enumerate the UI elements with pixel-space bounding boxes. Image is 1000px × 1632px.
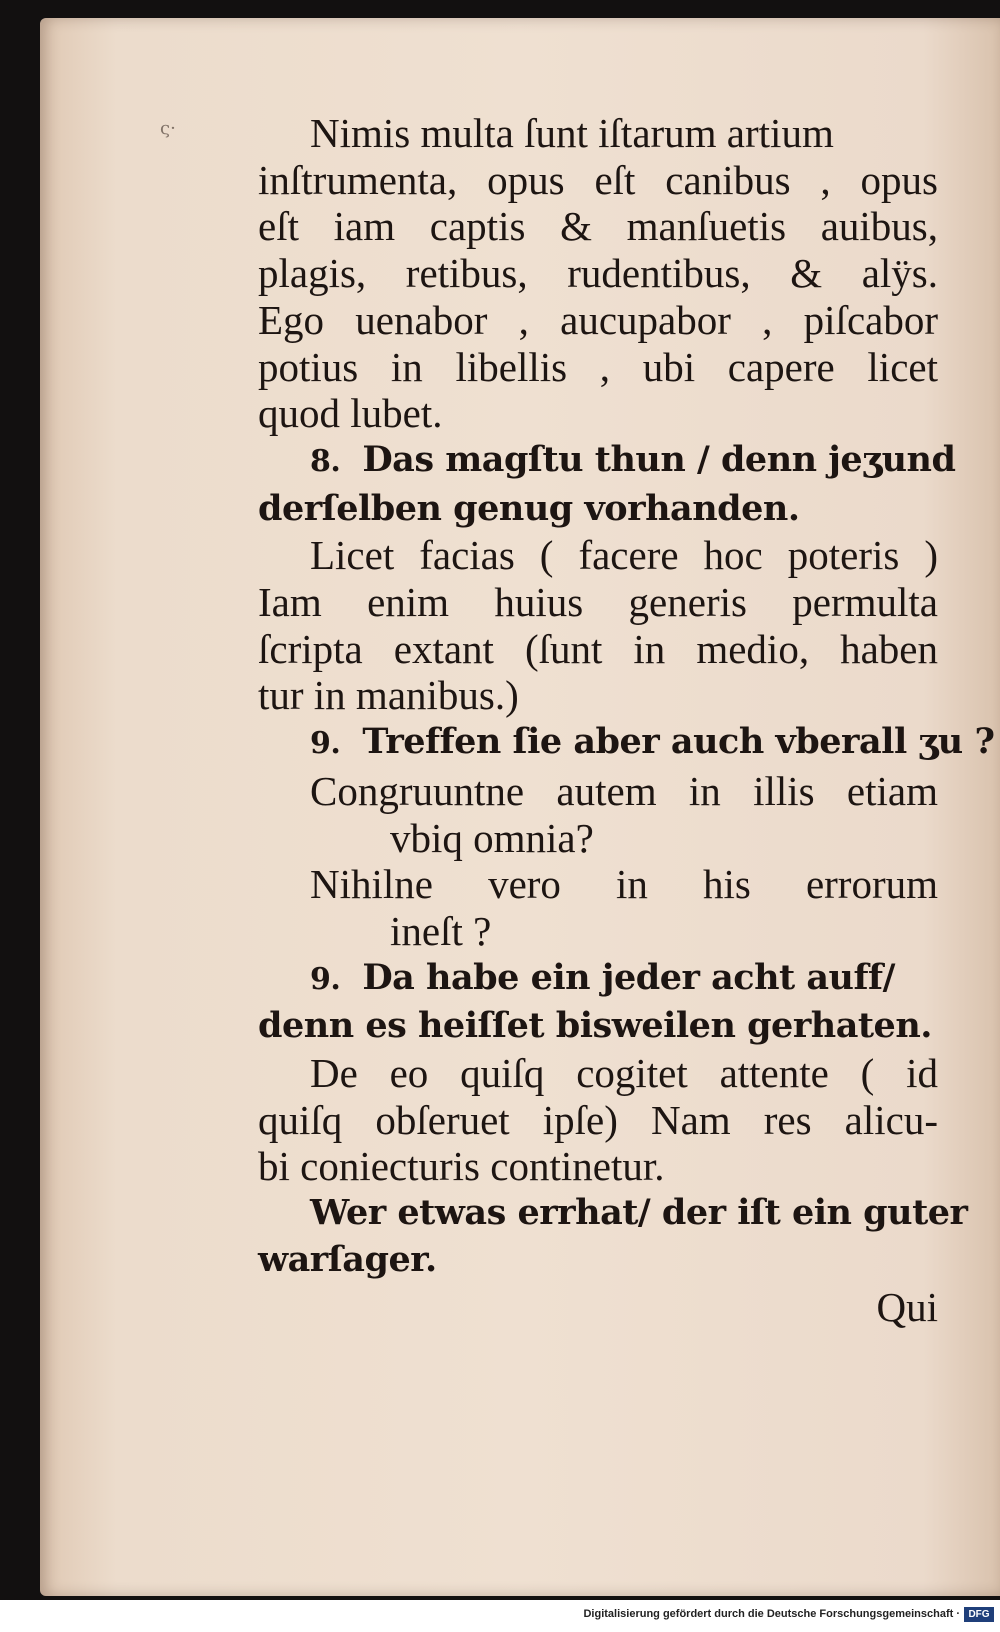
text-line: tur in manibus.) (258, 672, 519, 719)
verse-number: 9. (310, 726, 341, 762)
catchword: Qui (876, 1283, 938, 1330)
text-line: De eo quiſq cogitet attente ( id (310, 1050, 938, 1097)
text-line: ſcripta extant (ſunt in medio, haben (258, 625, 938, 672)
text-line: Congruuntne autem in illis etiam (310, 767, 938, 814)
german-line: Wer etwas errhat/ der iſt ein guter (310, 1192, 968, 1234)
german-line: derſelben genug vorhanden. (258, 487, 800, 529)
text-line: plagis, retibus, rudentibus, & alÿs. (258, 250, 938, 297)
german-line (258, 719, 995, 768)
text-line: Iam enim huius generis permulta (258, 579, 938, 626)
dfg-logo: DFG (964, 1607, 994, 1622)
german-text: Treffen ſie aber auch vberall ʒu ? (362, 721, 995, 763)
german-line (258, 955, 938, 1004)
text-line: inſtrumenta, opus eſt canibus , opus (258, 156, 938, 203)
text-line: Nimis multa ſunt iſtarum artium (310, 110, 834, 156)
text-line: quiſq obſeruet ipſe) Nam res alicu- (258, 1096, 938, 1143)
text-line: Ego uenabor , aucupabor , piſcabor (258, 296, 938, 343)
funding-credit: Digitalisierung gefördert durch die Deutsche Forschungsgemeinschaft · (583, 1608, 960, 1620)
text-line: quod lubet. (258, 390, 443, 437)
book-page (40, 18, 1000, 1596)
text-line: eſt iam captis & manſuetis auibus, (258, 203, 938, 250)
verse-number: 9. (310, 961, 341, 997)
german-text: Das magſtu thun / denn jeʒund (362, 438, 956, 480)
text-line: Nihilne vero in his errorum (310, 861, 938, 908)
marginal-mark: ς· (160, 118, 176, 139)
text-line: vbiq omnia? (390, 814, 594, 861)
text-line: potius in libellis , ubi capere licet (258, 343, 938, 390)
german-line (258, 437, 956, 486)
text-line: ineſt ? (390, 907, 492, 954)
text-line: bi coniecturis continetur. (258, 1143, 665, 1190)
footer-bar (0, 1600, 1000, 1632)
page-text (258, 110, 995, 1330)
text-line: Licet facias ( facere hoc poteris ) (310, 532, 938, 579)
german-line: denn es heiſſet bisweilen gerhaten. (258, 1005, 932, 1047)
german-line: warſager. (258, 1238, 437, 1280)
german-text: Da habe ein jeder acht auff/ (362, 956, 895, 998)
verse-number: 8. (310, 443, 341, 479)
